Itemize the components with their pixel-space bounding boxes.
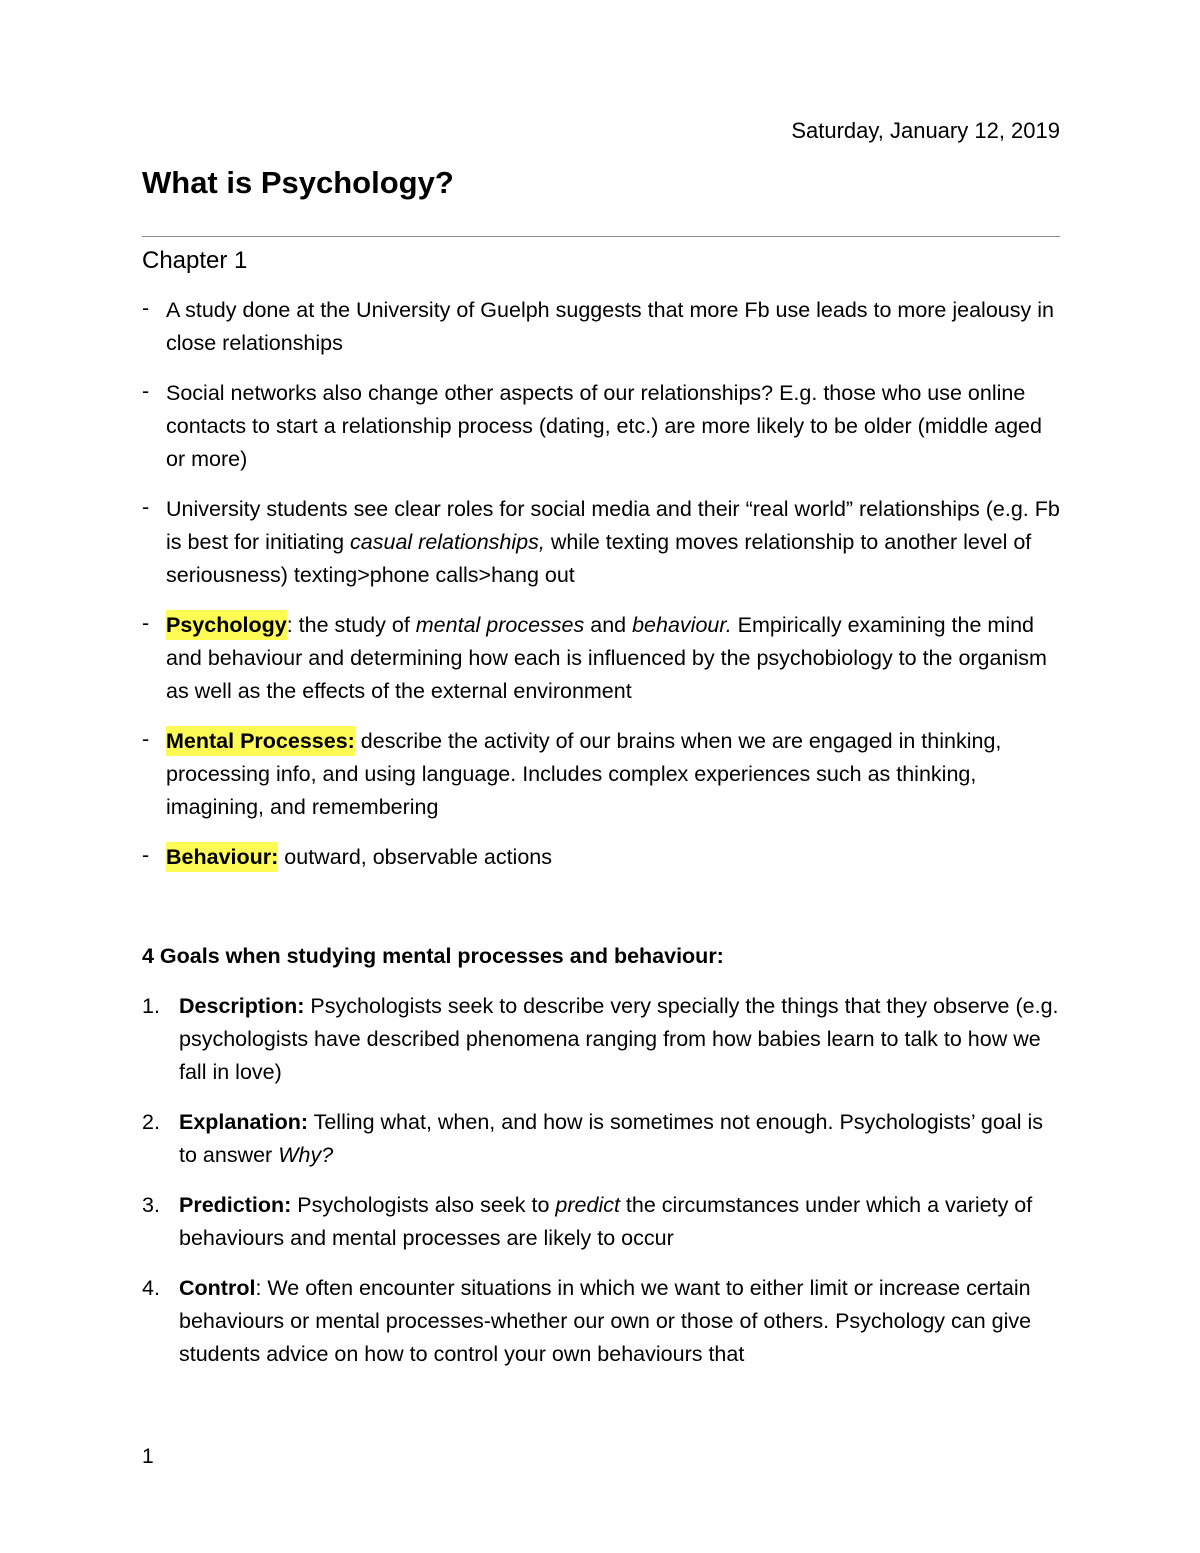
goals-numbered-list bbox=[142, 990, 1062, 1388]
goal-term: Explanation: bbox=[179, 1110, 309, 1134]
bullet-emphasis: casual relationships, bbox=[350, 530, 545, 554]
goal-item-control bbox=[142, 1272, 1062, 1371]
bullet-text-and: and bbox=[584, 613, 633, 637]
title-divider bbox=[142, 236, 1060, 237]
goal-text: Telling what, when, and how is sometimes not enough. Psychologists’ goal is to answer bbox=[179, 1110, 1044, 1167]
bullet-text-continued: while texting moves relationship to another level of seriousness) texting>phone calls>hang out bbox=[166, 530, 1032, 587]
bullet-text: A study done at the University of Guelph suggests that more Fb use leads to more jealousy in close relationships bbox=[166, 298, 1054, 355]
goal-number: 2. bbox=[142, 1110, 160, 1134]
goal-number: 3. bbox=[142, 1193, 160, 1217]
bullet-item-university-students bbox=[142, 493, 1062, 592]
bullet-text: outward, observable actions bbox=[278, 845, 552, 869]
goal-text: Psychologists seek to describe very specially the things that they observe (e.g. psychologists have described phenomena ranging from how babies learn to talk to how we fall in love) bbox=[179, 994, 1059, 1084]
bullet-item-guelph-study bbox=[142, 294, 1062, 360]
goal-emphasis: Why? bbox=[278, 1143, 334, 1167]
goal-term: Control bbox=[179, 1276, 256, 1300]
highlighted-term-mental-processes: Mental Processes: bbox=[166, 726, 355, 756]
chapter-heading: Chapter 1 bbox=[142, 247, 248, 274]
goal-item-explanation bbox=[142, 1106, 1062, 1172]
bullet-text: : the study of bbox=[286, 613, 416, 637]
page-number: 1 bbox=[142, 1445, 154, 1468]
bullet-dash: - bbox=[142, 727, 150, 751]
bullet-text-continued: Empirically examining the mind and behaviour and determining how each is influenced by the psychobiology to the organism as well as the effects of the external environment bbox=[166, 613, 1047, 703]
bullet-emphasis-mental-processes: mental processes bbox=[415, 613, 585, 637]
goal-number: 1. bbox=[142, 994, 160, 1018]
document-title: What is Psychology? bbox=[142, 165, 454, 200]
document-date: Saturday, January 12, 2019 bbox=[791, 118, 1060, 143]
goal-emphasis: predict bbox=[555, 1193, 620, 1217]
bullet-dash: - bbox=[142, 611, 150, 635]
bullet-dash: - bbox=[142, 379, 150, 403]
bullet-item-behaviour bbox=[142, 841, 1062, 874]
highlighted-term-behaviour: Behaviour: bbox=[166, 842, 278, 872]
bullet-text: describe the activity of our brains when we are engaged in thinking, processing info, and using language. Includes complex experiences such as thinking, imagining, and remembering bbox=[166, 729, 1002, 819]
bullet-dash: - bbox=[142, 843, 150, 867]
notes-bullet-list bbox=[142, 294, 1062, 891]
goal-number: 4. bbox=[142, 1276, 160, 1300]
goal-text-continued: the circumstances under which a variety of behaviours and mental processes are likely to occur bbox=[179, 1193, 1033, 1250]
goals-heading: 4 Goals when studying mental processes and behaviour: bbox=[142, 944, 724, 968]
goal-item-description bbox=[142, 990, 1062, 1089]
goal-item-prediction bbox=[142, 1189, 1062, 1255]
goal-term: Description: bbox=[179, 994, 305, 1018]
bullet-text: University students see clear roles for social media and their “real world” relationships (e.g. Fb is best for initiating bbox=[166, 497, 1060, 554]
goal-text: Psychologists also seek to bbox=[291, 1193, 556, 1217]
bullet-item-social-networks bbox=[142, 377, 1062, 476]
bullet-text: Social networks also change other aspects of our relationships? E.g. those who use online contacts to start a relationship process (dating, etc.) are more likely to be older (middle aged or more) bbox=[166, 381, 1042, 471]
bullet-item-mental-processes bbox=[142, 725, 1062, 824]
bullet-item-psychology-definition bbox=[142, 609, 1062, 708]
bullet-emphasis-behaviour: behaviour. bbox=[632, 613, 732, 637]
goal-term: Prediction: bbox=[179, 1193, 292, 1217]
bullet-dash: - bbox=[142, 495, 150, 519]
highlighted-term-psychology: Psychology bbox=[166, 610, 287, 640]
goal-text: : We often encounter situations in which we want to either limit or increase certain behaviours or mental processes-whether our own or those of others. Psychology can give students advice on how to control your own behaviours that bbox=[179, 1276, 1032, 1366]
bullet-dash: - bbox=[142, 296, 150, 320]
